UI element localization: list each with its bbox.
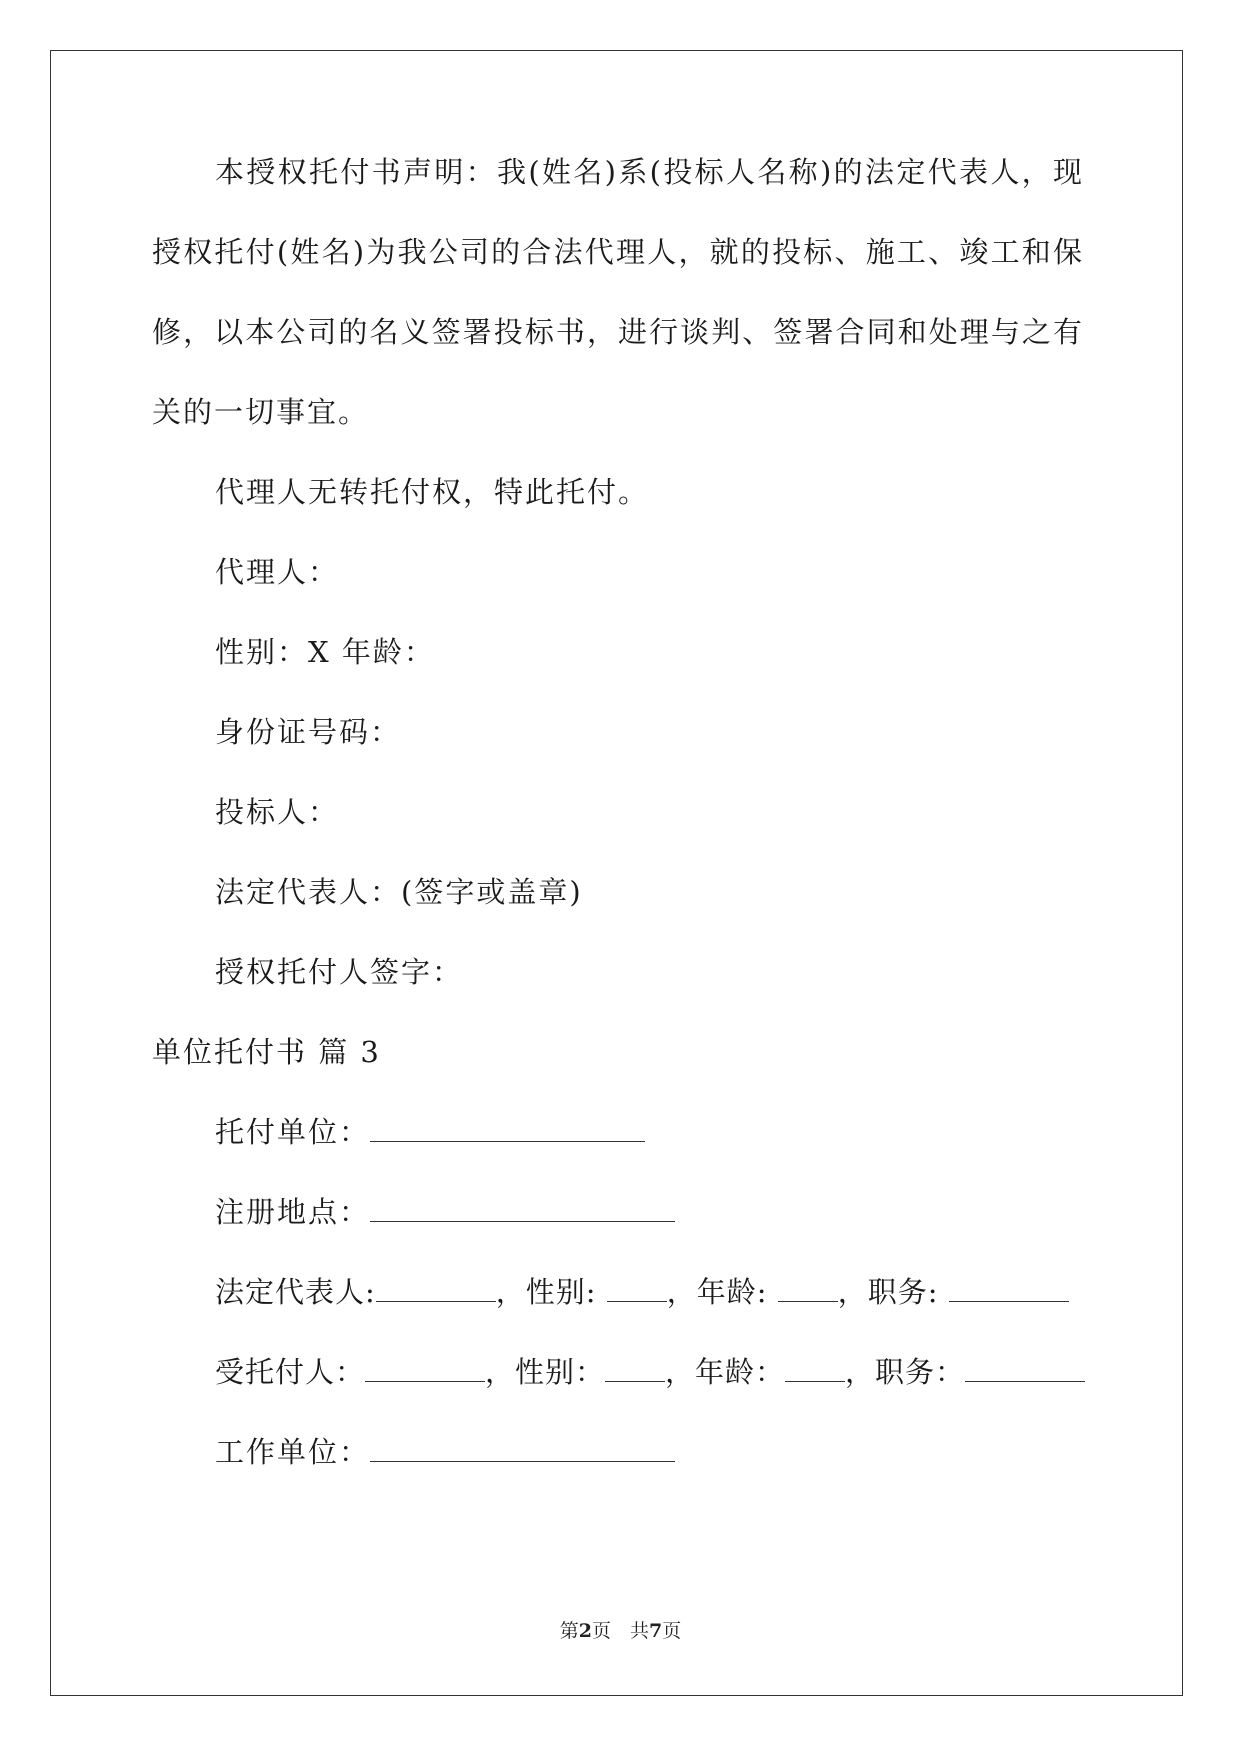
entrusting-unit-label: 托付单位：	[215, 1115, 371, 1149]
registered-address-blank	[370, 1193, 675, 1222]
bidder-label: 投标人：	[215, 795, 340, 829]
trustee-position-blank	[965, 1353, 1085, 1382]
statement-text: 代理人无转托付权，特此托付。	[215, 475, 650, 509]
id-number-label: 身份证号码：	[215, 715, 402, 749]
authorizer-signature-label: 授权托付人签字：	[215, 955, 464, 989]
registered-address-row	[215, 1192, 675, 1232]
legal-rep-row	[215, 1272, 1069, 1312]
section-title: 单位托付书 篇 3	[152, 1035, 381, 1069]
trustee-position-label: ，职务：	[845, 1355, 966, 1389]
legal-rep-position-label: ，职务:	[837, 1275, 939, 1309]
legal-rep-gender-label: ，性别:	[495, 1275, 597, 1309]
footer-suffix: 页	[662, 1620, 682, 1642]
agent-label: 代理人：	[215, 555, 340, 589]
trustee-gender-blank	[605, 1353, 665, 1382]
trustee-blank	[365, 1353, 485, 1382]
trustee-label: 受托付人：	[215, 1355, 366, 1389]
paragraph-1-line-4: 关的一切事宜。	[152, 395, 370, 429]
trustee-gender-label: ，性别：	[485, 1355, 606, 1389]
trustee-age-blank	[785, 1353, 845, 1382]
legal-rep-label: 法定代表人:	[215, 1275, 376, 1309]
legal-rep-signature-label: 法定代表人：(签字或盖章)	[215, 875, 583, 909]
registered-address-label: 注册地点：	[215, 1195, 371, 1229]
legal-rep-blank	[376, 1273, 496, 1302]
work-unit-row	[215, 1432, 675, 1472]
trustee-age-label: ，年龄：	[665, 1355, 786, 1389]
footer-total-pages: 7	[649, 1620, 663, 1642]
legal-rep-age-blank	[778, 1273, 838, 1302]
footer-mid: 页 共	[591, 1620, 649, 1642]
gender-age-label: 性别：X 年龄：	[215, 635, 435, 669]
legal-rep-age-label: ，年龄:	[666, 1275, 768, 1309]
page-footer	[0, 1619, 1241, 1643]
paragraph-1-line-3: 修，以本公司的名义签署投标书，进行谈判、签署合同和处理与之有	[152, 315, 1082, 349]
paragraph-1-line-2: 授权托付(姓名)为我公司的合法代理人，就的投标、施工、竣工和保	[152, 235, 1082, 269]
paragraph-1-line-1: 本授权托付书声明：我(姓名)系(投标人名称)的法定代表人，现	[215, 155, 1082, 189]
footer-page-number: 2	[578, 1620, 592, 1642]
entrusting-unit-row	[215, 1112, 645, 1152]
legal-rep-gender-blank	[607, 1273, 667, 1302]
trustee-row	[215, 1352, 1085, 1392]
work-unit-label: 工作单位：	[215, 1435, 371, 1469]
work-unit-blank	[370, 1433, 675, 1462]
legal-rep-position-blank	[949, 1273, 1069, 1302]
entrusting-unit-blank	[370, 1113, 645, 1142]
footer-prefix: 第	[559, 1620, 579, 1642]
